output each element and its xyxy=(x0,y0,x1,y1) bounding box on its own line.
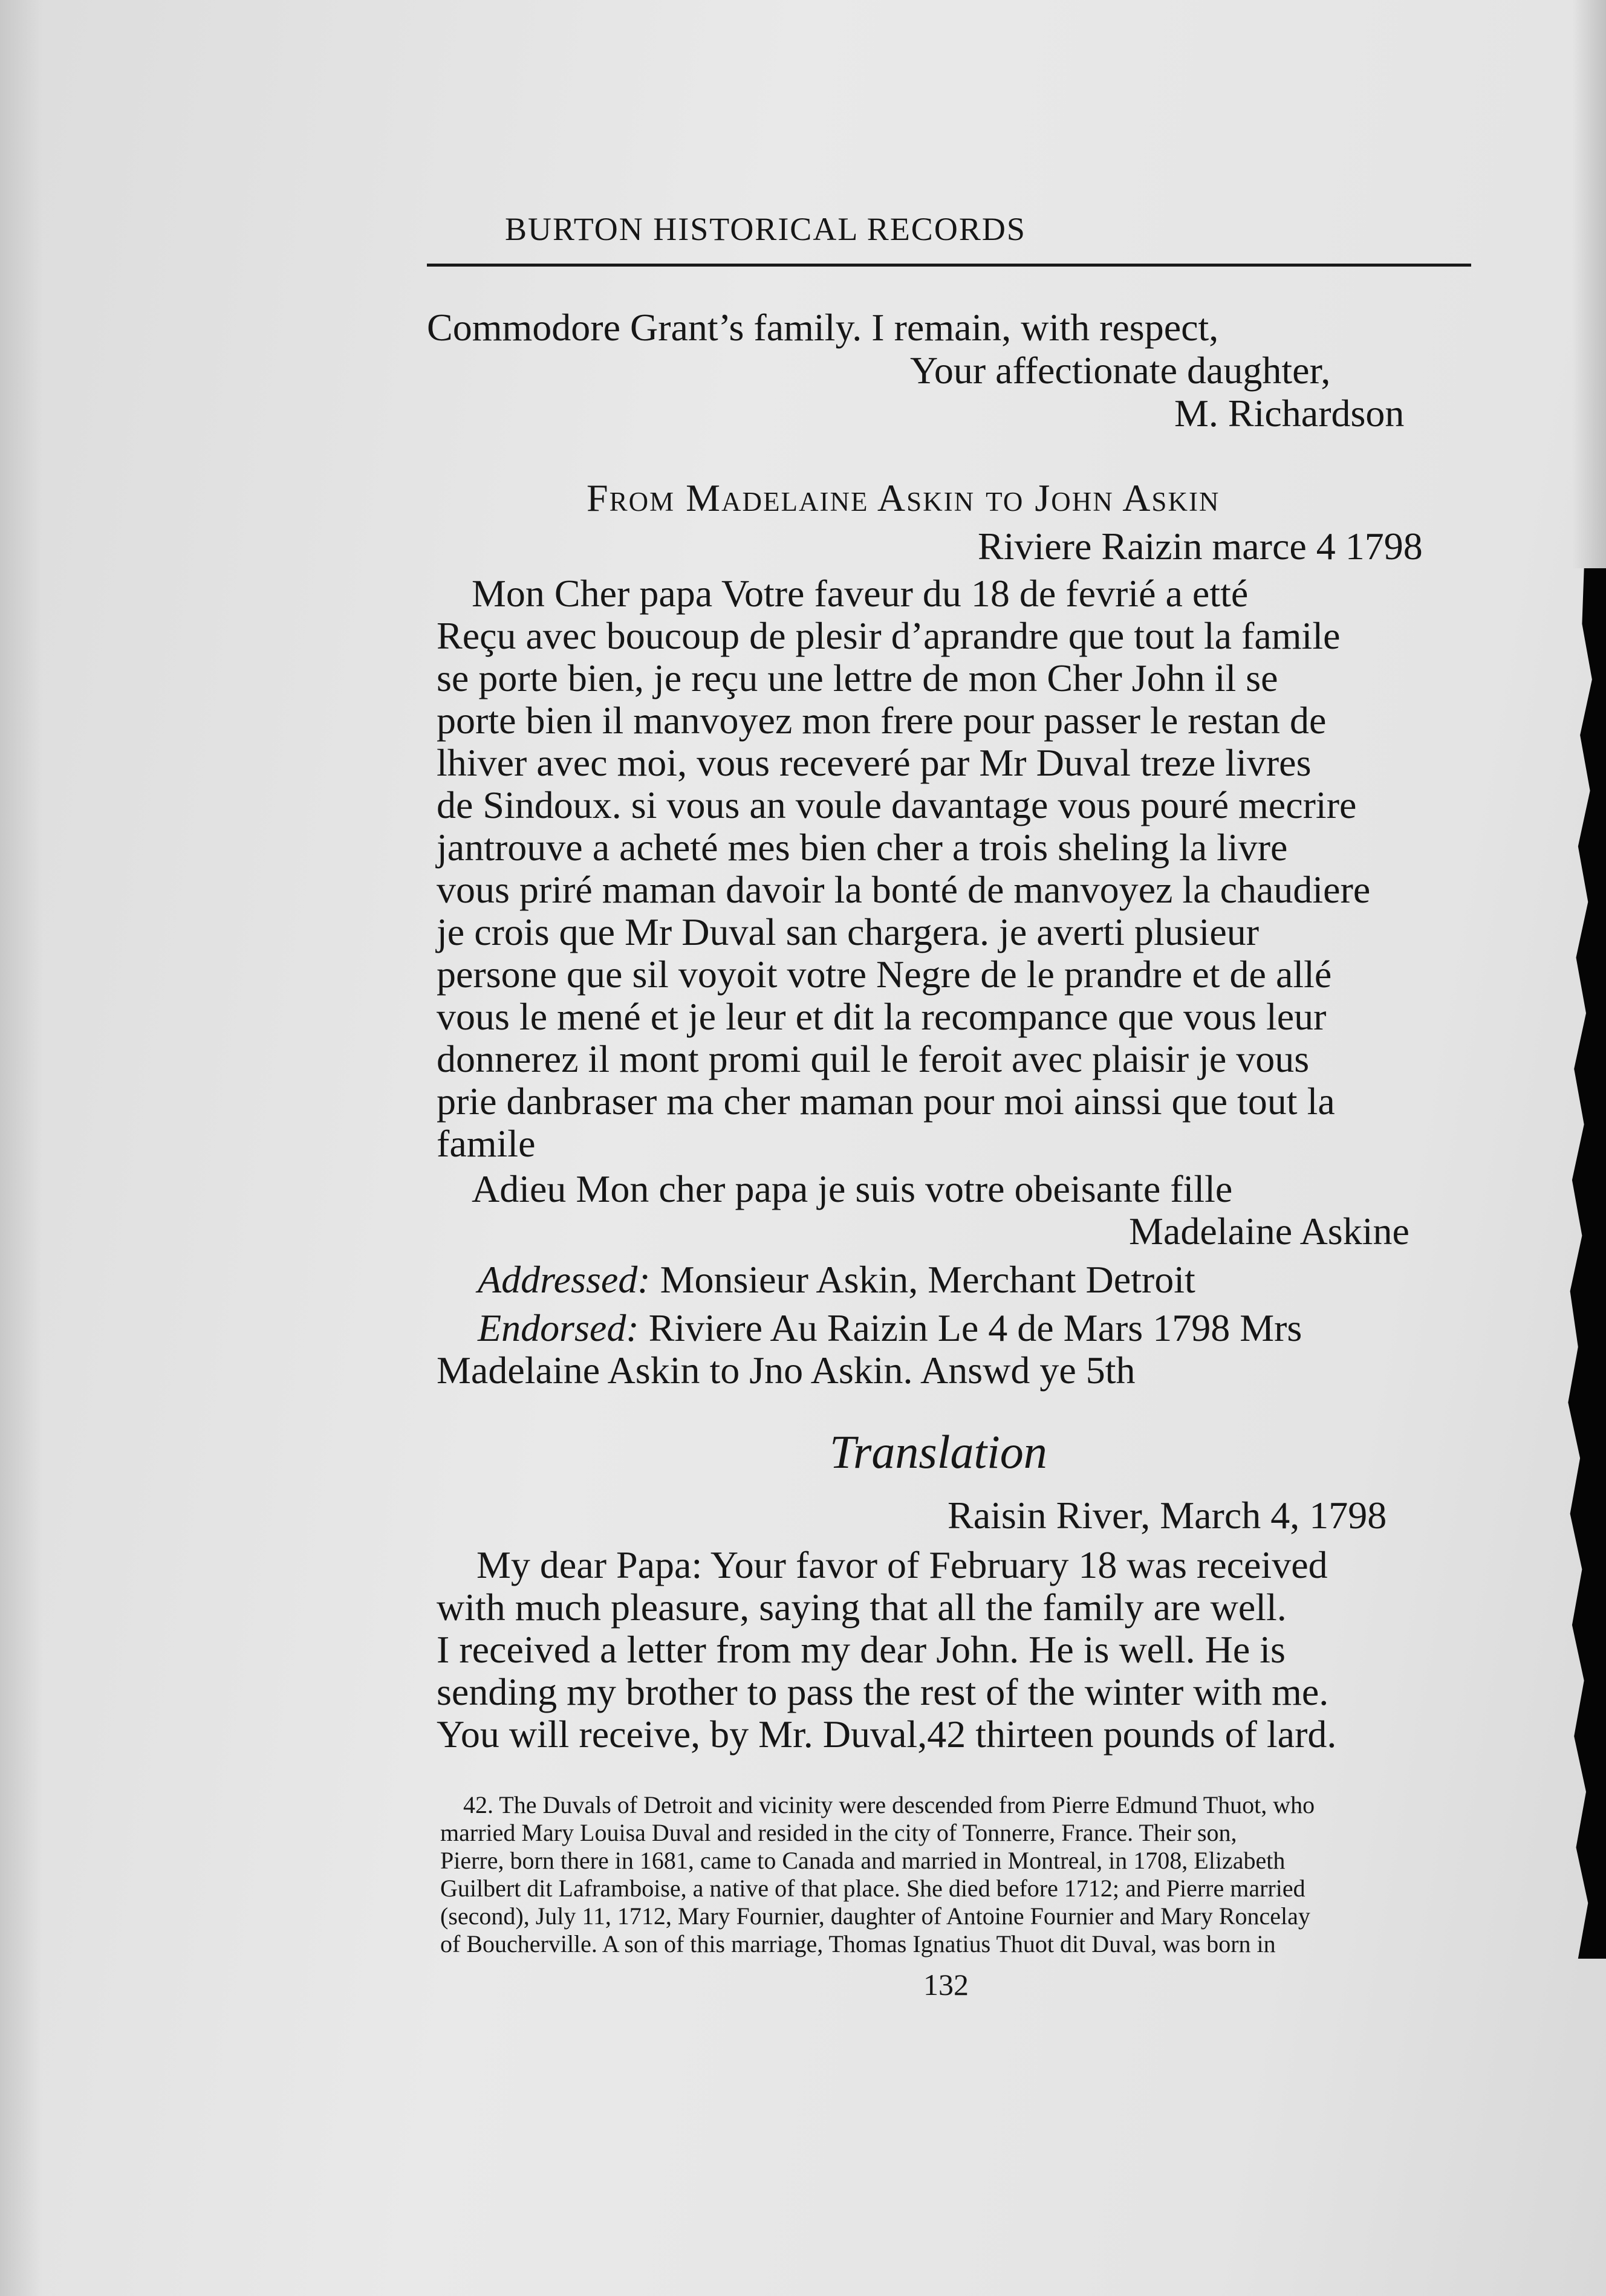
endorsed-label: Endorsed: xyxy=(478,1306,639,1349)
page-edge-shadow xyxy=(1572,0,1606,568)
letter2-line: porte bien il manvoyez mon frere pour passer le restan de xyxy=(437,699,1327,742)
translation-line: I received a letter from my dear John. He is well. He is xyxy=(437,1628,1286,1671)
torn-page-edge xyxy=(1566,568,1606,1959)
footnote-line: of Boucherville. A son of this marriage, Thomas Ignatius Thuot dit Duval, was born in xyxy=(440,1930,1276,1957)
letter2-line: se porte bien, je reçu une lettre de mon Cher John il se xyxy=(437,657,1278,699)
translation-line: My dear Papa: Your favor of February 18 was received xyxy=(476,1543,1328,1586)
translation-line: sending my brother to pass the rest of the winter with me. xyxy=(437,1670,1329,1713)
letter2-line: famile xyxy=(437,1122,536,1165)
letter2-line: jantrouve a acheté mes bien cher a trois sheling la livre xyxy=(437,826,1288,869)
letter2-signature: Madelaine Askine xyxy=(1129,1210,1409,1253)
letter2-heading: From Madelaine Askin to John Askin xyxy=(587,476,1220,519)
letter2-line: de Sindoux. si vous an voule davantage vous pouré mecrire xyxy=(437,783,1357,826)
letter2-line: lhiver avec moi, vous receveré par Mr Duval treze livres xyxy=(437,741,1312,784)
page-gutter-shadow xyxy=(0,0,42,2296)
letter2-line: prie danbraser ma cher maman pour moi ainssi que tout la xyxy=(437,1080,1335,1123)
addressed-line xyxy=(478,1257,1195,1302)
footnote-line: Guilbert dit Laframboise, a native of that place. She died before 1712; and Pierre married xyxy=(440,1875,1305,1902)
addressed-text: Monsieur Askin, Merchant Detroit xyxy=(660,1258,1195,1301)
letter2-line: je crois que Mr Duval san chargera. je averti plusieur xyxy=(437,910,1260,953)
letter2-line: Reçu avec boucoup de plesir d’aprandre que tout la famile xyxy=(437,614,1341,657)
page-number: 132 xyxy=(923,1968,969,2002)
header-rule xyxy=(427,264,1471,267)
translation-line: You will receive, by Mr. Duval,42 thirteen pounds of lard. xyxy=(437,1713,1337,1756)
translation-title: Translation xyxy=(830,1425,1047,1478)
letter2-adieu: Adieu Mon cher papa je suis votre obeisante fille xyxy=(472,1167,1233,1210)
endorsed-text2: Madelaine Askin to Jno Askin. Answd ye 5th xyxy=(437,1349,1136,1392)
translation-place-date: Raisin River, March 4, 1798 xyxy=(948,1494,1387,1537)
endorsed-line xyxy=(478,1306,1302,1351)
endorsed-text1: Riviere Au Raizin Le 4 de Mars 1798 Mrs xyxy=(648,1306,1302,1349)
footnote-line: Pierre, born there in 1681, came to Canada and married in Montreal, in 1708, Elizabeth xyxy=(440,1847,1286,1874)
addressed-label: Addressed: xyxy=(478,1258,651,1301)
letter1-signature: M. Richardson xyxy=(1174,392,1405,435)
letter2-line: Mon Cher papa Votre faveur du 18 de fevrié a etté xyxy=(472,572,1249,615)
letter2-place-date: Riviere Raizin marce 4 1798 xyxy=(978,525,1423,568)
footnote-line: married Mary Louisa Duval and resided in the city of Tonnerre, France. Their son, xyxy=(440,1819,1237,1846)
footnote-line: 42. The Duvals of Detroit and vicinity were descended from Pierre Edmund Thuot, who xyxy=(463,1791,1315,1818)
letter2-line: vous le mené et je leur et dit la recompance que vous leur xyxy=(437,995,1327,1038)
footnote-line: (second), July 11, 1712, Mary Fournier, daughter of Antoine Fournier and Mary Roncelay xyxy=(440,1902,1310,1930)
translation-line: with much pleasure, saying that all the family are well. xyxy=(437,1586,1287,1629)
letter1-close-line2: Your affectionate daughter, xyxy=(910,349,1331,392)
letter2-line: donnerez il mont promi quil le feroit avec plaisir je vous xyxy=(437,1037,1310,1080)
letter2-line: vous priré maman davoir la bonté de manvoyez la chaudiere xyxy=(437,868,1371,911)
running-head: BURTON HISTORICAL RECORDS xyxy=(505,211,1026,247)
letter1-close-line1: Commodore Grant’s family. I remain, with respect, xyxy=(427,306,1219,349)
letter2-line: persone que sil voyoit votre Negre de le prandre et de allé xyxy=(437,953,1332,996)
